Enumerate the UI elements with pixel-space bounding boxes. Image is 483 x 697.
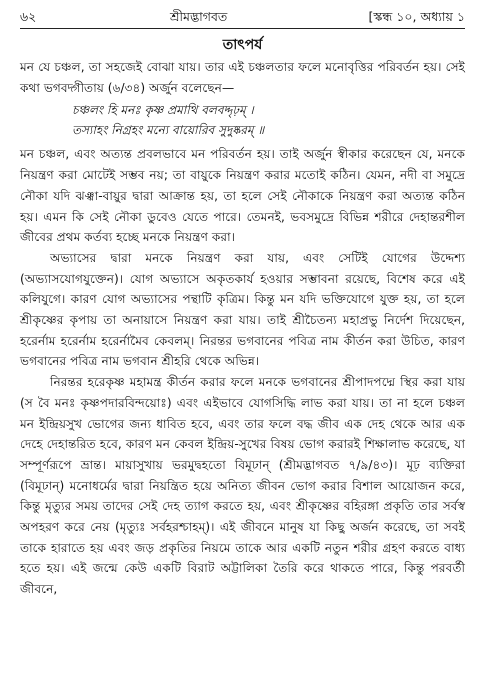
- verse-line-1: চঞ্চলং হি মনঃ কৃষ্ণ প্রমাথি বলবদ্দৃঢ়ম্ ।: [72, 103, 254, 118]
- page-number: ৬২: [20, 9, 37, 24]
- book-title: শ্রীমদ্ভাগবত: [170, 9, 228, 24]
- paragraph-3: অভ্যাসের দ্বারা মনকে নিয়ন্ত্রণ করা যায়, এবং সেটিই যোগের উদ্দেশ্য (অভ্যাসযোগযুক্তেন)। যোগ অভ্যাসে অকৃতকার্য হওয়ার সম্ভাবনা রয়েছে, বিশেষ করে এই কলিযুগে। কারণ যোগ অভ্যাসের পন্থাটি কৃত্রিম। কিন্তু মন যদি ভক্তিযোগে যুক্ত হয়, তা হলে শ্রীকৃষ্ণের কৃপায় তা অনায়াসে নিয়ন্ত্রণ করা যায়। তাই শ্রীচৈতন্য মহাপ্রভু নির্দেশ দিয়েছেন, হরের্নাম হরের্নাম হরের্নামৈব কেবলম্। নিরন্তর ভগবানের পবিত্র নাম কীর্তন করা উচিত, কারণ ভগবানের পবিত্র নাম ভগবান শ্রীহরি থেকে অভিন্ন।: [20, 250, 465, 369]
- gita-verse: [72, 100, 465, 140]
- running-header: [20, 6, 465, 29]
- verse-line-2: তস্যাহং নিগ্রহং মন্যে বায়োরিব সুদুষ্করম্ ॥: [72, 123, 265, 138]
- paragraph-1: মন যে চঞ্চল, তা সহজেই বোঝা যায়। তার এই চঞ্চলতার ফলে মনোবৃত্তির পরিবর্তন হয়। সেই কথা ভগবদ্গীতায় (৬/৩৪) অর্জুন বলেছেন—: [20, 60, 465, 95]
- canto-chapter: [স্কন্ধ ১০, অধ্যায় ১: [368, 9, 465, 24]
- paragraph-4: নিরন্তর হরেকৃষ্ণ মহামন্ত্র কীর্তন করার ফলে মনকে ভগবানের শ্রীপাদপদ্মে স্থির করা যায় (স বৈ মনঃ কৃষ্ণপদারবিন্দয়োঃ) এবং এইভাবে যোগসিদ্ধি লাভ করা যায়। তা না হলে চঞ্চল মন ইন্দ্রিয়সুখ ভোগের জন্য ধাবিত হবে, এবং তার ফলে বদ্ধ জীব এক দেহ থেকে আর এক দেহে দেহান্তরিত হবে, কারণ মন কেবল ইন্দ্রিয়-সুখের বিষয় ভোগ করারই শিক্ষালাভ করেছে, যা সম্পূর্ণরূপে ভ্রান্ত। মায়াসুখায় ভরমুদ্বহতো বিমূঢান্ (শ্রীমদ্ভাগবত ৭/৯/৪৩)। মূঢ় ব্যক্তিরা (বিমূঢান্) মনোধর্মের দ্বারা নিয়ন্ত্রিত হয়ে অনিত্য জীবন ভোগ করার বিশাল আয়োজন করে, কিন্তু মৃত্যুর সময় তাদের সেই দেহ ত্যাগ করতে হয়, এবং শ্রীকৃষ্ণের বহিরঙ্গা প্রকৃতি তার সর্বস্ব অপহরণ করে নেয় (মৃত্যুঃ সর্বহরশ্চাহম্)। এই জীবনে মানুষ যা কিছু অর্জন করেছে, তা সবই তাকে হারাতে হয় এবং জড় প্রকৃতির নিয়মে তাকে আর একটি নতুন শরীর গ্রহণ করতে বাধ্য হতে হয়। এই জন্মে কেউ একটি বিরাট অট্টালিকা তৈরি করে থাকতে পারে, কিন্তু পরবর্তী জীবনে,: [20, 375, 465, 597]
- purport-heading: তাৎপর্য: [222, 37, 263, 53]
- paragraph-2: মন চঞ্চল, এবং অত্যন্ত প্রবলভাবে মন পরিবর্তন হয়। তাই অর্জুন স্বীকার করেছেন যে, মনকে নিয়ন্ত্রণ করা মোটেই সম্ভব নয়; তা বায়ুকে নিয়ন্ত্রণ করার মতোই কঠিন। যেমন, নদী বা সমুদ্রে নৌকা যদি ঝঞ্ঝা-বায়ুর দ্বারা আক্রান্ত হয়, তা হলে সেই নৌকাকে নিয়ন্ত্রণ করা অত্যন্ত কঠিন হয়। এমন কি সেই নৌকা ডুবেও যেতে পারে। তেমনই, ভবসমুদ্রে বিভিন্ন শরীরে দেহান্তরশীল জীবের প্রথম কর্তব্য হচ্ছে মনকে নিয়ন্ত্রণ করা।: [20, 147, 465, 245]
